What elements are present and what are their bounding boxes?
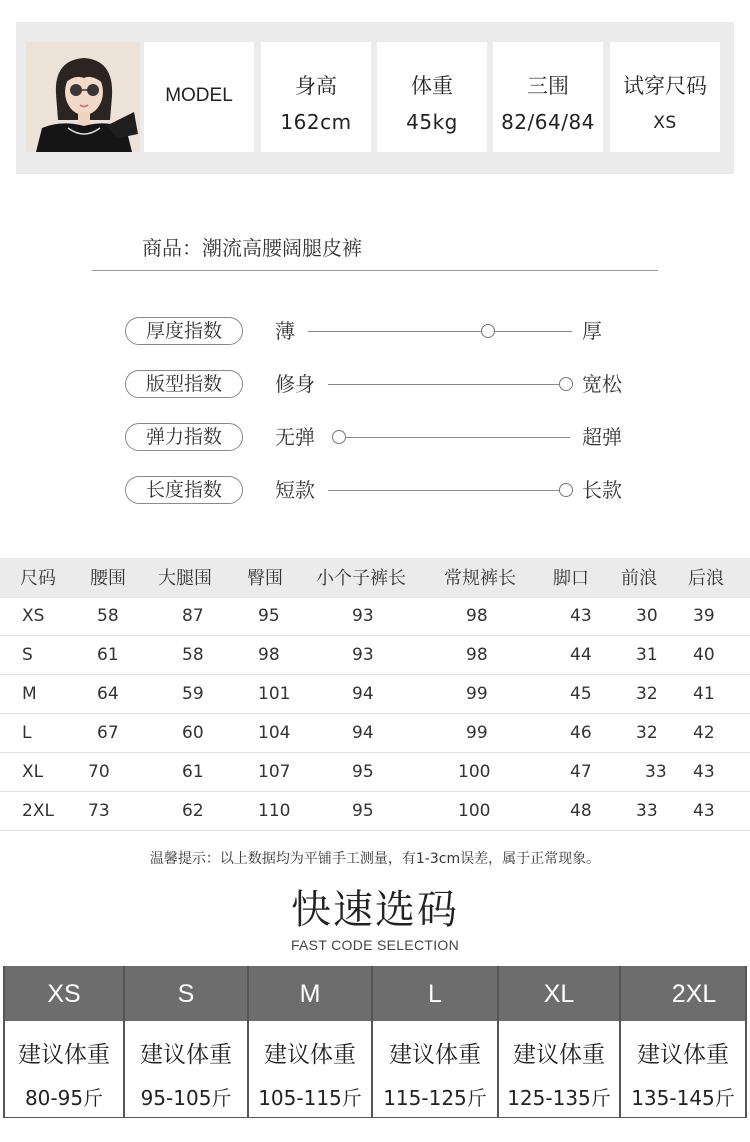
index-low-label: 修身	[275, 372, 315, 396]
cell-hip: 110	[258, 801, 291, 821]
weight-range: 80-95斤	[24, 1086, 104, 1110]
quick-size-2xl: 2XL	[620, 966, 746, 1021]
cell-leg-opening: 47	[570, 762, 592, 782]
index-label: 厚度指数	[125, 317, 243, 345]
index-marker	[481, 324, 495, 338]
quick-size-2xl-weight	[620, 1021, 746, 1118]
quick-size-title: 快速选码	[291, 887, 459, 933]
table-row	[0, 676, 750, 714]
model-portrait-illustration	[26, 42, 140, 152]
cell-back-rise: 43	[693, 801, 715, 821]
product-name: 商品：潮流高腰阔腿皮裤	[142, 236, 362, 260]
measurements-value: 82/64/84	[501, 110, 595, 134]
weight-range: 95-105斤	[140, 1086, 232, 1110]
grid-line	[247, 966, 249, 1118]
elasticity-index-row	[0, 421, 750, 455]
cell-front-rise: 31	[636, 645, 658, 665]
cell-waist: 70	[88, 762, 110, 782]
index-track	[328, 384, 559, 385]
header-leg-opening: 脚口	[553, 568, 589, 589]
weight-value: 45kg	[406, 110, 458, 134]
cell-regular-length: 98	[466, 606, 488, 626]
height-value: 162cm	[280, 110, 352, 134]
index-label: 版型指数	[125, 370, 243, 398]
cell-waist: 58	[97, 606, 119, 626]
index-high-label: 厚	[582, 319, 602, 343]
index-high-label: 超弹	[582, 425, 622, 449]
cell-back-rise: 41	[693, 684, 715, 704]
model-info-panel	[16, 22, 734, 174]
cell-back-rise: 43	[693, 762, 715, 782]
cell-petite-length: 93	[352, 645, 374, 665]
cell-regular-length: 100	[458, 801, 491, 821]
index-low-label: 无弹	[275, 425, 315, 449]
weight-cell	[377, 42, 487, 152]
cell-leg-opening: 46	[570, 723, 592, 743]
cell-back-rise: 39	[693, 606, 715, 626]
weight-range: 135-145斤	[631, 1086, 735, 1110]
measurements-cell	[493, 42, 603, 152]
cell-hip: 98	[258, 645, 280, 665]
cell-front-rise: 33	[636, 801, 658, 821]
cell-size: M	[22, 684, 37, 704]
weight-suggestion-label: 建议体重	[18, 1042, 110, 1068]
cell-leg-opening: 45	[570, 684, 592, 704]
cell-petite-length: 95	[352, 762, 374, 782]
quick-size-l: L	[372, 966, 498, 1021]
weight-suggestion-label: 建议体重	[140, 1042, 232, 1068]
cell-thigh: 58	[182, 645, 204, 665]
quick-size-s: S	[124, 966, 248, 1021]
cell-leg-opening: 43	[570, 606, 592, 626]
cell-waist: 73	[88, 801, 110, 821]
model-label-cell	[144, 42, 254, 152]
cell-size: XL	[22, 762, 44, 782]
weight-range: 125-135斤	[507, 1086, 611, 1110]
cell-front-rise: 30	[636, 606, 658, 626]
cell-front-rise: 33	[645, 762, 667, 782]
grid-line	[3, 966, 5, 1118]
quick-size-l-weight	[372, 1021, 498, 1118]
cell-hip: 107	[258, 762, 291, 782]
index-track	[346, 437, 570, 438]
cell-thigh: 62	[182, 801, 204, 821]
cell-leg-opening: 44	[570, 645, 592, 665]
cell-size: L	[22, 723, 32, 743]
quick-size-s-weight	[124, 1021, 248, 1118]
quick-size-xl-weight	[498, 1021, 620, 1118]
length-index-row	[0, 474, 750, 508]
header-regular-length: 常规裤长	[444, 568, 516, 589]
header-waist: 腰围	[90, 568, 126, 589]
cell-hip: 101	[258, 684, 291, 704]
cell-front-rise: 32	[636, 684, 658, 704]
index-high-label: 宽松	[582, 372, 622, 396]
table-row	[0, 715, 750, 753]
cell-back-rise: 42	[693, 723, 715, 743]
cell-size: XS	[22, 606, 45, 626]
measurements-label: 三围	[527, 74, 569, 98]
cell-thigh: 61	[182, 762, 204, 782]
trial-size-cell	[610, 42, 720, 152]
weight-suggestion-label: 建议体重	[264, 1042, 356, 1068]
grid-line	[745, 966, 747, 1118]
model-photo	[26, 42, 140, 152]
grid-line	[123, 966, 125, 1118]
height-label: 身高	[295, 74, 337, 98]
table-row	[0, 793, 750, 831]
cell-hip: 104	[258, 723, 291, 743]
header-petite-length: 小个子裤长	[316, 568, 406, 589]
height-cell	[261, 42, 371, 152]
cell-front-rise: 32	[636, 723, 658, 743]
cell-thigh: 87	[182, 606, 204, 626]
cell-regular-length: 99	[466, 723, 488, 743]
cell-thigh: 59	[182, 684, 204, 704]
header-size: 尺码	[20, 568, 56, 589]
header-hip: 臀围	[247, 568, 283, 589]
quick-size-xl: XL	[498, 966, 620, 1021]
quick-size-m-weight	[248, 1021, 372, 1118]
grid-line	[619, 966, 621, 1118]
cell-petite-length: 94	[352, 684, 374, 704]
weight-suggestion-label: 建议体重	[389, 1042, 481, 1068]
cell-leg-opening: 48	[570, 801, 592, 821]
header-thigh: 大腿围	[158, 568, 212, 589]
thickness-index-row	[0, 315, 750, 349]
measurement-tip: 温馨提示：以上数据均为平铺手工测量，有1-3cm误差，属于正常现象。	[149, 851, 601, 867]
cell-regular-length: 99	[466, 684, 488, 704]
grid-line	[371, 966, 373, 1118]
index-track	[328, 490, 559, 491]
cell-waist: 61	[97, 645, 119, 665]
fit-index-row	[0, 368, 750, 402]
index-high-label: 长款	[582, 478, 622, 502]
table-row	[0, 754, 750, 792]
index-marker	[332, 430, 346, 444]
cell-waist: 64	[97, 684, 119, 704]
cell-back-rise: 40	[693, 645, 715, 665]
header-front-rise: 前浪	[621, 568, 657, 589]
quick-size-xs: XS	[4, 966, 124, 1021]
size-table-header	[0, 558, 750, 598]
weight-suggestion-label: 建议体重	[637, 1042, 729, 1068]
trial-size-label: 试穿尺码	[623, 74, 707, 98]
grid-line	[497, 966, 499, 1118]
cell-regular-length: 100	[458, 762, 491, 782]
weight-suggestion-label: 建议体重	[513, 1042, 605, 1068]
cell-size: 2XL	[22, 801, 54, 821]
cell-hip: 95	[258, 606, 280, 626]
header-back-rise: 后浪	[688, 568, 724, 589]
cell-petite-length: 95	[352, 801, 374, 821]
divider	[92, 270, 658, 271]
trial-size-value: XS	[653, 113, 677, 133]
cell-size: S	[22, 645, 33, 665]
cell-waist: 67	[97, 723, 119, 743]
quick-size-xs-weight	[4, 1021, 124, 1118]
table-row	[0, 598, 750, 636]
index-marker	[559, 377, 573, 391]
cell-petite-length: 94	[352, 723, 374, 743]
index-low-label: 薄	[275, 319, 295, 343]
cell-petite-length: 93	[352, 606, 374, 626]
cell-regular-length: 98	[466, 645, 488, 665]
table-row	[0, 637, 750, 675]
weight-range: 115-125斤	[383, 1086, 487, 1110]
index-low-label: 短款	[275, 478, 315, 502]
index-marker	[559, 483, 573, 497]
quick-size-m: M	[248, 966, 372, 1021]
weight-label: 体重	[411, 74, 453, 98]
cell-thigh: 60	[182, 723, 204, 743]
index-label: 长度指数	[125, 476, 243, 504]
model-label: MODEL	[165, 85, 233, 106]
index-label: 弹力指数	[125, 423, 243, 451]
index-track	[308, 331, 572, 332]
weight-range: 105-115斤	[258, 1086, 362, 1110]
quick-size-subtitle: FAST CODE SELECTION	[290, 937, 460, 953]
